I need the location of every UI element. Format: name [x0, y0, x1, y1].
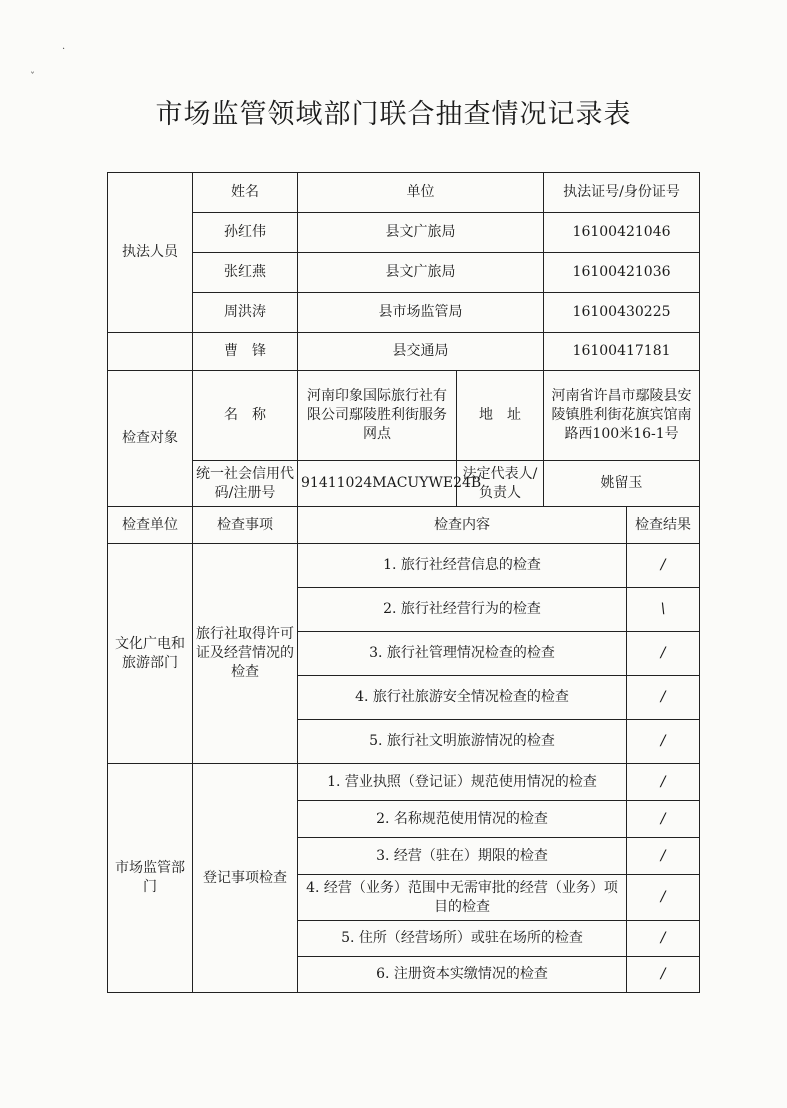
officer-unit: 县文广旅局	[298, 213, 544, 253]
officer-id: 16100421046	[544, 213, 700, 253]
target-address-value: 河南省许昌市鄢陵县安陵镇胜利街花旗宾馆南路西100米16-1号	[544, 371, 700, 461]
check-result-mark: /	[627, 676, 700, 720]
header-id: 执法证号/身份证号	[544, 173, 700, 213]
check-unit-header: 检查单位	[108, 507, 193, 544]
check-item: 3. 旅行社管理情况检查的检查	[298, 632, 627, 676]
credit-code-label: 统一社会信用代码/注册号	[193, 461, 298, 507]
check-item: 3. 经营（驻在）期限的检查	[298, 838, 627, 875]
check-result-header: 检查结果	[627, 507, 700, 544]
check-result-mark: \	[627, 588, 700, 632]
legal-rep-value: 姚留玉	[544, 461, 700, 507]
check-item: 4. 经营（业务）范围中无需审批的经营（业务）项目的检查	[298, 875, 627, 921]
target-label: 检查对象	[108, 371, 193, 507]
officer-unit: 县交通局	[298, 333, 544, 371]
section-unit: 市场监管部门	[108, 764, 193, 993]
scan-speck: ˇ	[30, 72, 35, 83]
header-name: 姓名	[193, 173, 298, 213]
target-address-label: 地 址	[457, 371, 544, 461]
page-title: 市场监管领域部门联合抽查情况记录表	[155, 99, 632, 130]
check-result-mark: /	[627, 544, 700, 588]
officer-unit: 县文广旅局	[298, 253, 544, 293]
check-content-header: 检查内容	[298, 507, 627, 544]
header-unit: 单位	[298, 173, 544, 213]
officers-label: 执法人员	[108, 173, 193, 333]
section-matter: 登记事项检查	[193, 764, 298, 993]
officers-label-blank	[108, 333, 193, 371]
check-item: 5. 住所（经营场所）或驻在场所的检查	[298, 921, 627, 957]
target-name-label: 名 称	[193, 371, 298, 461]
check-item: 2. 名称规范使用情况的检查	[298, 801, 627, 838]
officer-name: 周洪涛	[193, 293, 298, 333]
check-result-mark: /	[627, 875, 700, 921]
officer-id: 16100430225	[544, 293, 700, 333]
check-result-mark: /	[627, 801, 700, 838]
record-table	[107, 172, 700, 993]
officer-name: 孙红伟	[193, 213, 298, 253]
officer-unit: 县市场监管局	[298, 293, 544, 333]
check-item: 6. 注册资本实缴情况的检查	[298, 957, 627, 993]
target-name-value: 河南印象国际旅行社有限公司鄢陵胜利街服务网点	[298, 371, 457, 461]
scan-speck: ·	[62, 44, 66, 55]
legal-rep-label: 法定代表人/负责人	[457, 461, 544, 507]
check-item: 1. 营业执照（登记证）规范使用情况的检查	[298, 764, 627, 801]
check-result-mark: /	[627, 720, 700, 764]
officer-name: 张红燕	[193, 253, 298, 293]
check-result-mark: /	[627, 838, 700, 875]
section-unit: 文化广电和旅游部门	[108, 544, 193, 764]
check-result-mark: /	[627, 921, 700, 957]
officer-id: 16100421036	[544, 253, 700, 293]
check-item: 4. 旅行社旅游安全情况检查的检查	[298, 676, 627, 720]
check-item: 5. 旅行社文明旅游情况的检查	[298, 720, 627, 764]
check-result-mark: /	[627, 632, 700, 676]
check-item: 1. 旅行社经营信息的检查	[298, 544, 627, 588]
check-result-mark: /	[627, 764, 700, 801]
credit-code-value: 91411024MACUYWE24B	[298, 461, 457, 507]
section-matter: 旅行社取得许可证及经营情况的检查	[193, 544, 298, 764]
officer-id: 16100417181	[544, 333, 700, 371]
check-matter-header: 检查事项	[193, 507, 298, 544]
check-result-mark: /	[627, 957, 700, 993]
check-item: 2. 旅行社经营行为的检查	[298, 588, 627, 632]
officer-name: 曹 锋	[193, 333, 298, 371]
